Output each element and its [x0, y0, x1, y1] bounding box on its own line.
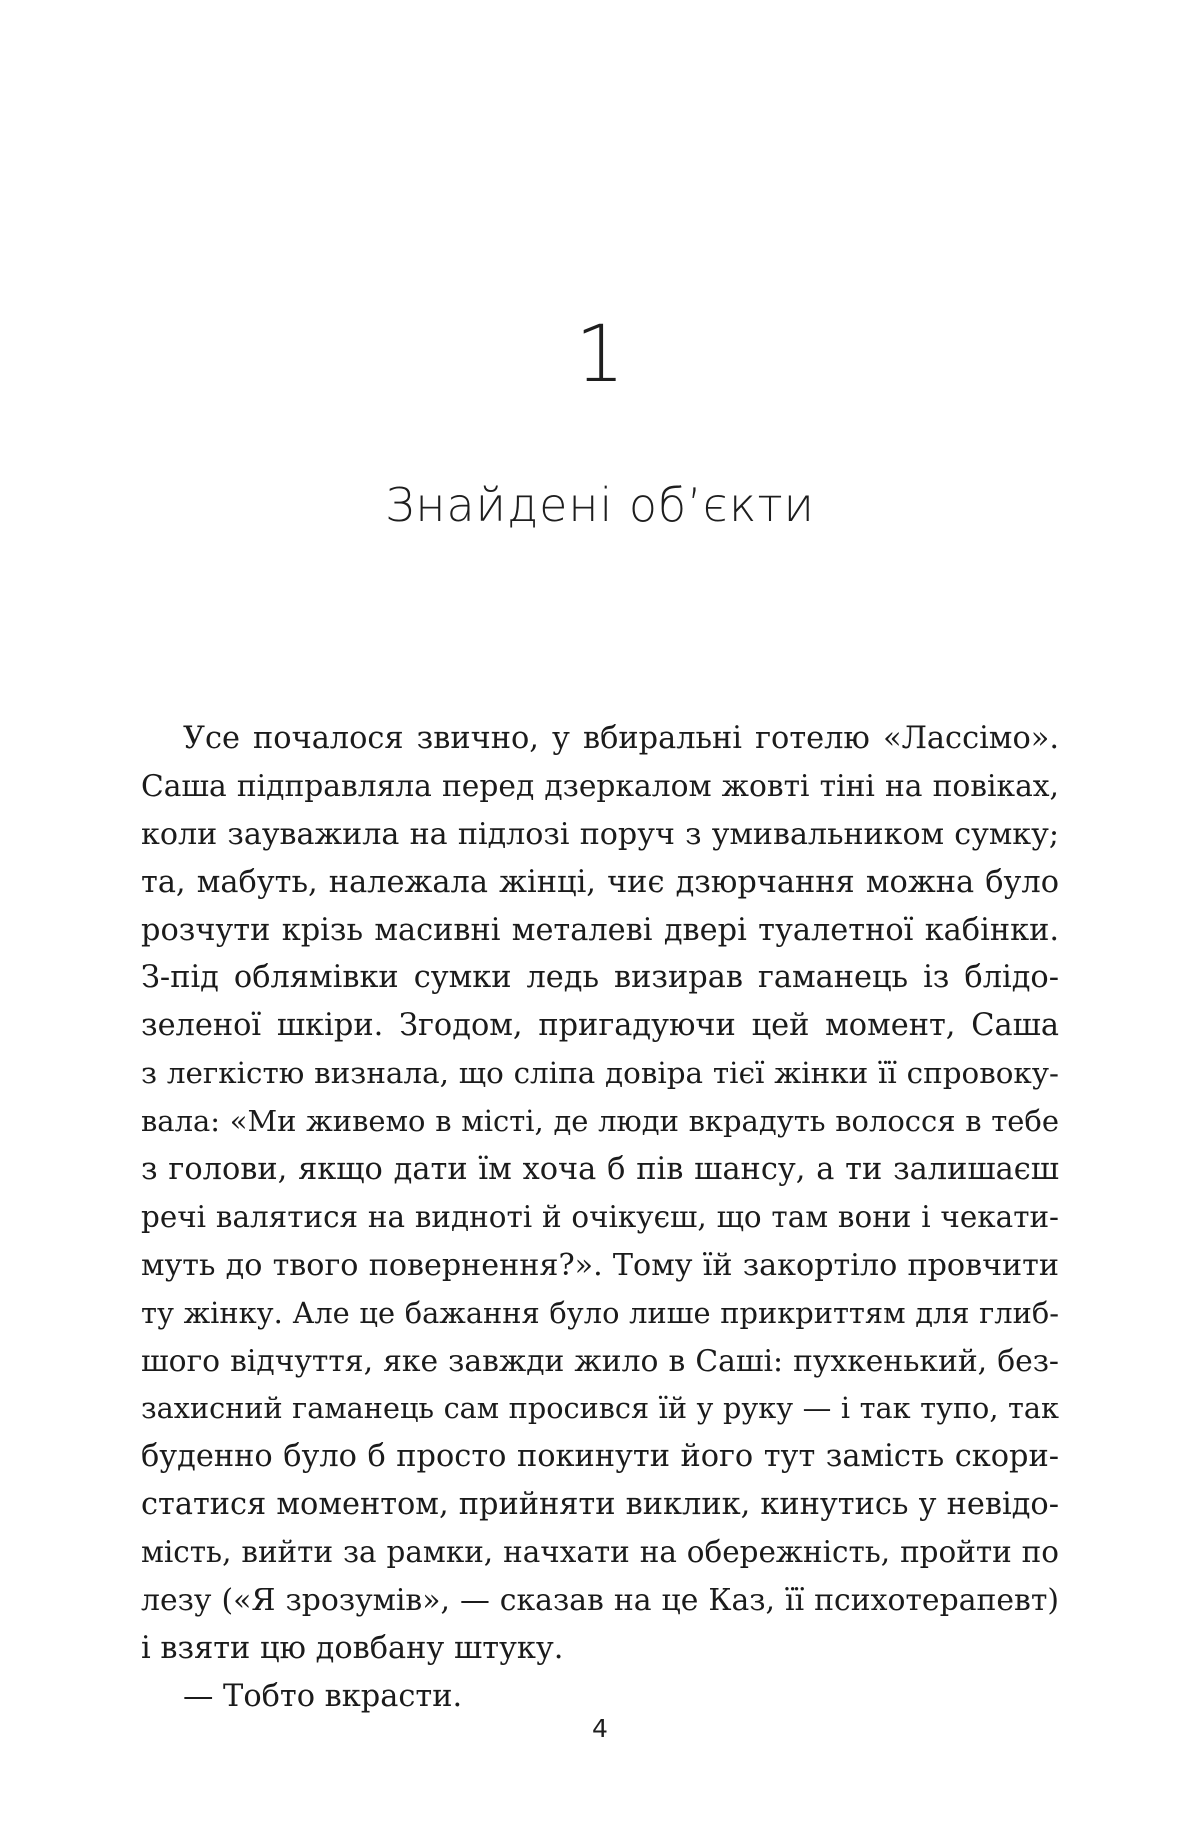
- text-line-dialogue: — Тобто вкрасти.: [183, 1678, 463, 1714]
- text-line: розчути крізь масивні металеві двері туалетної кабінки.: [141, 912, 1059, 948]
- text-line: захисний гаманець сам просився їй у руку — і так тупо, так: [141, 1391, 1059, 1426]
- text-line: статися моментом, прийняти виклик, кинутись у невідо-: [141, 1487, 1059, 1523]
- body-text: [141, 715, 1059, 1721]
- text-line: та, мабуть, належала жінці, чиє дзюрчання можна було: [141, 864, 1059, 900]
- text-line: з легкістю визнала, що сліпа довіра тієї жінки її спровоку-: [141, 1056, 1059, 1091]
- text-line: буденно було б просто покинути його тут замість скори-: [141, 1439, 1059, 1475]
- text-line: Усе почалося звично, у вбиральні готелю «Лассімо».: [183, 721, 1059, 756]
- text-line: З-під облямівки сумки ледь визирав гаманець із блідо-: [141, 960, 1059, 996]
- text-line: мість, вийти за рамки, начхати на обережність, пройти по: [141, 1535, 1059, 1570]
- text-line: зеленої шкіри. Згодом, пригадуючи цей момент, Саша: [141, 1008, 1059, 1044]
- text-line: вала: «Ми живемо в місті, де люди вкрадуть волосся в тебе: [141, 1104, 1059, 1139]
- text-line: коли зауважила на підлозі поруч з умивальником сумку;: [141, 816, 1059, 852]
- text-line: Саша підправляла перед дзеркалом жовті тіні на повіках,: [141, 768, 1059, 804]
- chapter-number: 1: [575, 310, 625, 400]
- chapter-title: Знайдені об’єкти: [385, 478, 815, 532]
- text-line: ту жінку. Але це бажання було лише прикриттям для глиб-: [141, 1295, 1059, 1330]
- text-line: і взяти цю довбану штуку.: [141, 1630, 564, 1666]
- text-line: муть до твого повернення?». Тому їй закортіло провчити: [141, 1247, 1059, 1283]
- page-number: 4: [592, 1714, 608, 1743]
- text-line: з голови, якщо дати їм хоча б пів шансу, а ти залишаєш: [141, 1152, 1059, 1188]
- text-line: речі валятися на видноті й очікуєш, що там вони і чекати-: [141, 1199, 1059, 1234]
- text-line: шого відчуття, яке завжди жило в Саші: пухкенький, без-: [141, 1343, 1059, 1379]
- text-line: лезу («Я зрозумів», — сказав на це Каз, її психотерапевт): [141, 1583, 1059, 1619]
